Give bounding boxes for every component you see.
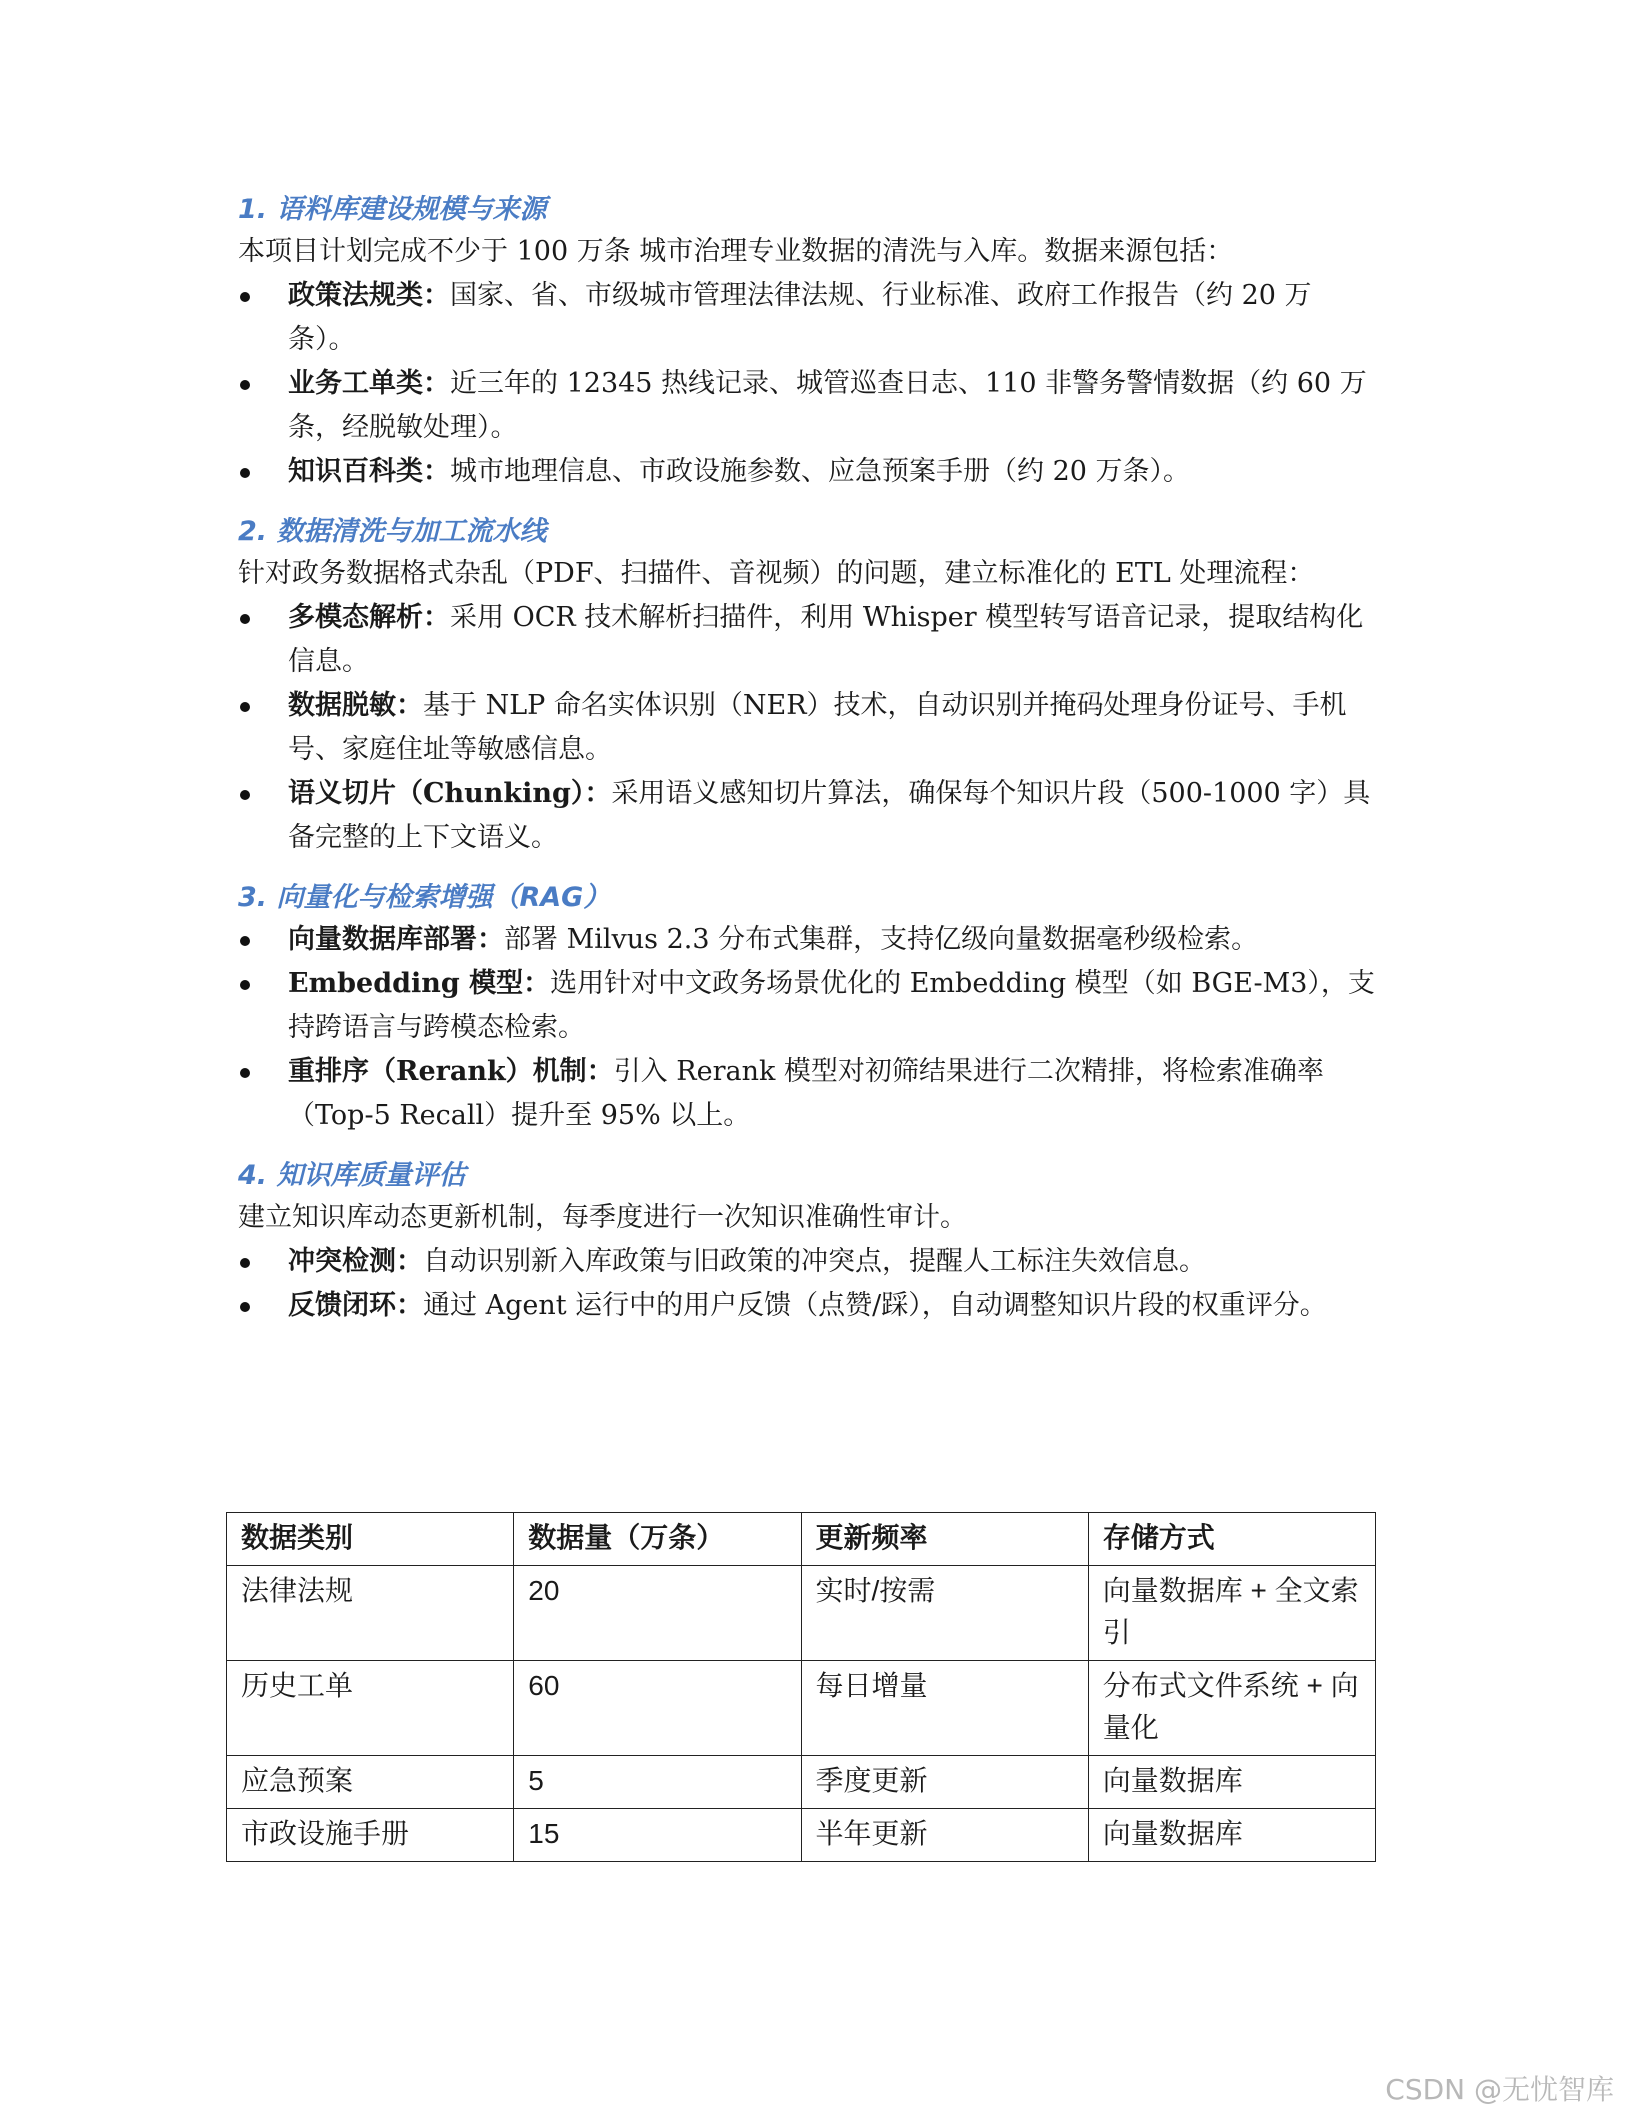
item-term: 重排序（Rerank）机制： — [288, 1056, 614, 1087]
column-header: 数据量（万条） — [514, 1513, 801, 1566]
table-row — [227, 1566, 1376, 1661]
table-cell: 向量数据库 — [1088, 1756, 1375, 1809]
table-cell: 分布式文件系统 + 向量化 — [1088, 1661, 1375, 1756]
item-term: 反馈闭环： — [288, 1290, 423, 1321]
table-row — [227, 1756, 1376, 1809]
list-item — [238, 962, 1378, 1050]
item-term: 政策法规类： — [288, 280, 450, 311]
table-header-row — [227, 1513, 1376, 1566]
table-cell: 半年更新 — [801, 1809, 1088, 1862]
table-cell: 季度更新 — [801, 1756, 1088, 1809]
item-term: 业务工单类： — [288, 368, 450, 399]
bullet-icon — [240, 702, 250, 712]
item-text: 采用语义感知切片算法，确保每个知识片段（500-1000 字）具备完整的上下文语义。 — [288, 778, 1371, 853]
item-text: 采用 OCR 技术解析扫描件，利用 Whisper 模型转写语音记录，提取结构化信息。 — [288, 602, 1364, 677]
item-term: Embedding 模型： — [288, 968, 551, 999]
item-term: 语义切片（Chunking）： — [288, 778, 612, 809]
section-heading: 3. 向量化与检索增强（RAG） — [238, 882, 611, 913]
table-cell: 向量数据库 — [1088, 1809, 1375, 1862]
list-item — [238, 772, 1378, 860]
item-term: 冲突检测： — [288, 1246, 423, 1277]
item-text: 通过 Agent 运行中的用户反馈（点赞/踩），自动调整知识片段的权重评分。 — [423, 1290, 1327, 1321]
list-item — [238, 274, 1378, 362]
table-cell: 5 — [514, 1756, 801, 1809]
bullet-icon — [240, 790, 250, 800]
table-cell: 60 — [514, 1661, 801, 1756]
item-text: 自动识别新入库政策与旧政策的冲突点，提醒人工标注失效信息。 — [423, 1246, 1206, 1277]
table-cell: 应急预案 — [227, 1756, 514, 1809]
list-item — [238, 450, 1378, 494]
bullet-icon — [240, 1068, 250, 1078]
table-cell: 法律法规 — [227, 1566, 514, 1661]
table-cell: 每日增量 — [801, 1661, 1088, 1756]
bullet-list — [238, 1240, 1378, 1328]
item-term: 数据脱敏： — [288, 690, 423, 721]
section-heading: 4. 知识库质量评估 — [238, 1160, 466, 1191]
bullet-icon — [240, 1302, 250, 1312]
item-text: 部署 Milvus 2.3 分布式集群，支持亿级向量数据毫秒级检索。 — [504, 924, 1259, 955]
list-item — [238, 1284, 1378, 1328]
section-intro: 建立知识库动态更新机制，每季度进行一次知识准确性审计。 — [238, 1202, 967, 1233]
item-text: 基于 NLP 命名实体识别（NER）技术，自动识别并掩码处理身份证号、手机号、家庭住址等敏感信息。 — [288, 690, 1347, 765]
bullet-icon — [240, 614, 250, 624]
list-item — [238, 684, 1378, 772]
bullet-list — [238, 596, 1378, 860]
item-text: 引入 Rerank 模型对初筛结果进行二次精排，将检索准确率（Top-5 Recall）提升至 95% 以上。 — [288, 1056, 1324, 1131]
list-item — [238, 362, 1378, 450]
section-intro: 针对政务数据格式杂乱（PDF、扫描件、音视频）的问题，建立标准化的 ETL 处理流程： — [238, 558, 1315, 589]
item-text: 选用针对中文政务场景优化的 Embedding 模型（如 BGE-M3），支持跨语言与跨模态检索。 — [288, 968, 1375, 1043]
bullet-icon — [240, 380, 250, 390]
table-row — [227, 1661, 1376, 1756]
watermark: CSDN @无忧智库 — [1385, 2073, 1614, 2106]
section-heading: 2. 数据清洗与加工流水线 — [238, 516, 547, 547]
bullet-icon — [240, 1258, 250, 1268]
list-item — [238, 1240, 1378, 1284]
section-intro: 本项目计划完成不少于 100 万条 城市治理专业数据的清洗与入库。数据来源包括： — [238, 236, 1234, 267]
data-summary-table — [226, 1512, 1376, 1862]
table-cell: 20 — [514, 1566, 801, 1661]
item-term: 多模态解析： — [288, 602, 450, 633]
section-heading: 1. 语料库建设规模与来源 — [238, 194, 547, 225]
table-row — [227, 1809, 1376, 1862]
item-term: 知识百科类： — [288, 456, 450, 487]
column-header: 存储方式 — [1088, 1513, 1375, 1566]
column-header: 数据类别 — [227, 1513, 514, 1566]
item-text: 城市地理信息、市政设施参数、应急预案手册（约 20 万条）。 — [450, 456, 1191, 487]
bullet-list — [238, 918, 1378, 1138]
column-header: 更新频率 — [801, 1513, 1088, 1566]
table-cell: 15 — [514, 1809, 801, 1862]
list-item — [238, 918, 1378, 962]
bullet-icon — [240, 468, 250, 478]
bullet-icon — [240, 292, 250, 302]
table-cell: 市政设施手册 — [227, 1809, 514, 1862]
table-cell: 历史工单 — [227, 1661, 514, 1756]
list-item — [238, 596, 1378, 684]
bullet-icon — [240, 980, 250, 990]
bullet-icon — [240, 936, 250, 946]
table-cell: 实时/按需 — [801, 1566, 1088, 1661]
bullet-list — [238, 274, 1378, 494]
table-cell: 向量数据库 + 全文索引 — [1088, 1566, 1375, 1661]
list-item — [238, 1050, 1378, 1138]
item-term: 向量数据库部署： — [288, 924, 504, 955]
item-text: 国家、省、市级城市管理法律法规、行业标准、政府工作报告（约 20 万条）。 — [288, 280, 1312, 355]
item-text: 近三年的 12345 热线记录、城管巡查日志、110 非警务警情数据（约 60 万条，经脱敏处理）。 — [288, 368, 1367, 443]
document-body — [238, 190, 1378, 1328]
